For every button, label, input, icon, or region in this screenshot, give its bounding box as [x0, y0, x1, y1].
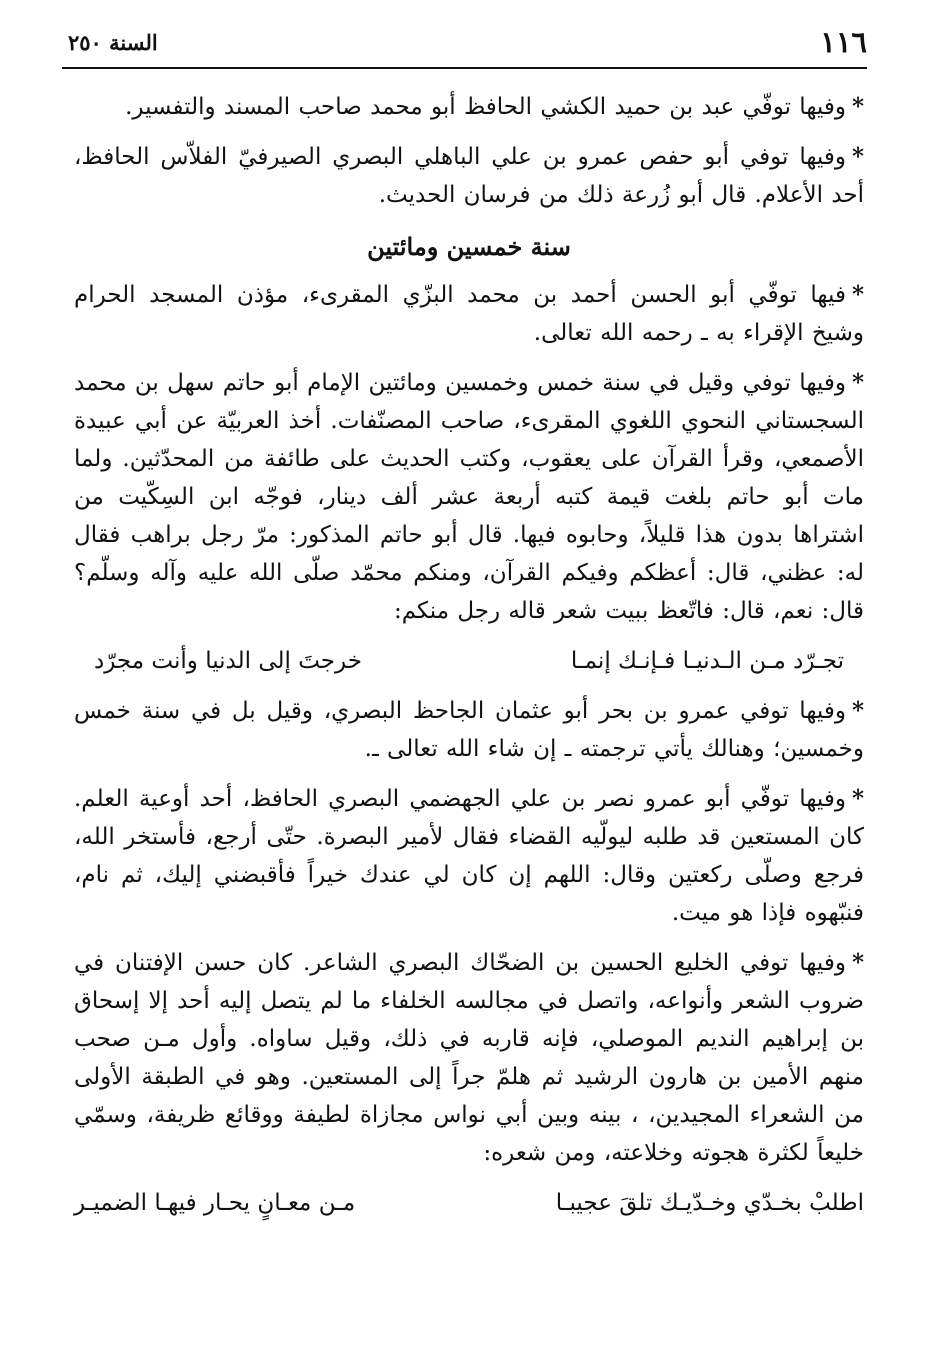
entry-paragraph: *وفيها توفّي أبو عمرو نصر بن علي الجهضمي البصري الحافظ، أحد أوعية العلم. كان المستعين قد طلبه ليولّيه القضاء فقال لأمير البصرة. حتّى أرجع، فأستخر الله، فرجع وصلّى ركعتين وقال: اللهم إن كان لي عندك خيراً فأقبضني إليك، ثم نام، فنبّهوه فإذا هو ميت.	[74, 785, 864, 926]
entry-paragraph: *وفيها توفي أبو حفص عمرو بن علي الباهلي البصري الصيرفيّ الفلاّس الحافظ، أحد الأعلام. قال أبو زُرعة ذلك من فرسان الحديث.	[74, 143, 864, 208]
asterisk-marker: *	[851, 281, 864, 308]
running-head-year: السنة ٢٥٠	[68, 30, 158, 55]
verse-second-hemistich: مـن معـانٍ يحـار فيهـا الضميـر	[74, 1190, 356, 1216]
page-body	[74, 88, 864, 1234]
page-number: ١١٦	[820, 25, 867, 59]
poem-verse	[74, 642, 864, 680]
asterisk-marker: *	[851, 93, 864, 120]
entry-paragraph: *وفيها توفّي عبد بن حميد الكشي الحافظ أبو محمد صاحب المسند والتفسير.	[125, 93, 864, 120]
poem-verse	[74, 1184, 864, 1222]
verse-second-hemistich: خرجتَ إلى الدنيا وأنت مجرّد	[94, 648, 362, 674]
asterisk-marker: *	[851, 369, 864, 396]
header-rule	[62, 67, 867, 69]
entry-paragraph: *وفيها توفي عمرو بن بحر أبو عثمان الجاحظ البصري، وقيل بل في سنة خمس وخمسين؛ وهنالك يأتي ترجمته ـ إن شاء الله تعالى ـ.	[74, 697, 864, 762]
entry-paragraph: *وفيها توفي الخليع الحسين بن الضحّاك البصري الشاعر. كان حسن الإفتنان في ضروب الشعر وأنواعه، واتصل في مجالسه الخلفاء ما لم يتصل إليه أحد إلا إسحاق بن إبراهيم النديم الموصلي، فإنه قاربه في ذلك، وقيل ساواه. وأول مـن صحب منهم الأمين بن هارون الرشيد ثم هلمّ جراً إلى المستعين. وهو في الطبقة الأولى من الشعراء المجيدين، ، بينه وبين أبي نواس مجازاة لطيفة ووقائع ظريفة، وسمّي خليعاً لكثرة هجوته وخلاعته، ومن شعره:	[74, 949, 864, 1166]
asterisk-marker: *	[851, 697, 864, 724]
entry-paragraph: *وفيها توفي وقيل في سنة خمس وخمسين ومائتين الإمام أبو حاتم سهل بن محمد السجستاني النحوي اللغوي المقرىء، صاحب المصنّفات. أخذ العربيّة عن أبي عبيدة الأصمعي، وقرأ القرآن على يعقوب، وكتب الحديث على طائفة من المحدّثين. ولما مات أبو حاتم بلغت قيمة كتبه أربعة عشر ألف دينار، فوجّه ابن السِكّيت من اشتراها بدون هذا قليلاً، وحابوه فيها. قال أبو حاتم المذكور: مرّ رجل براهب فقال له: عظني، قال: أعظكم وفيكم القرآن، ومنكم محمّد صلّى الله عليه وآله وسلّم؟ قال: نعم، قال: فاتّعظ ببيت شعر قاله رجل منكم:	[74, 369, 864, 624]
entry-paragraph: *فيها توفّي أبو الحسن أحمد بن محمد البزّي المقرىء، مؤذن المسجد الحرام وشيخ الإقراء به ـ رحمه الله تعالى.	[74, 281, 864, 346]
asterisk-marker: *	[851, 785, 864, 812]
asterisk-marker: *	[851, 949, 864, 976]
asterisk-marker: *	[851, 143, 864, 170]
verse-first-hemistich: تجـرّد مـن الـدنيـا فـإنـك إنمـا	[570, 648, 844, 674]
section-heading: سنة خمسين ومائتين	[367, 232, 571, 261]
page-header	[62, 22, 867, 64]
verse-first-hemistich: اطلبْ بخـدّي وخـدّيـك تلقَ عجيبـا	[555, 1190, 864, 1216]
